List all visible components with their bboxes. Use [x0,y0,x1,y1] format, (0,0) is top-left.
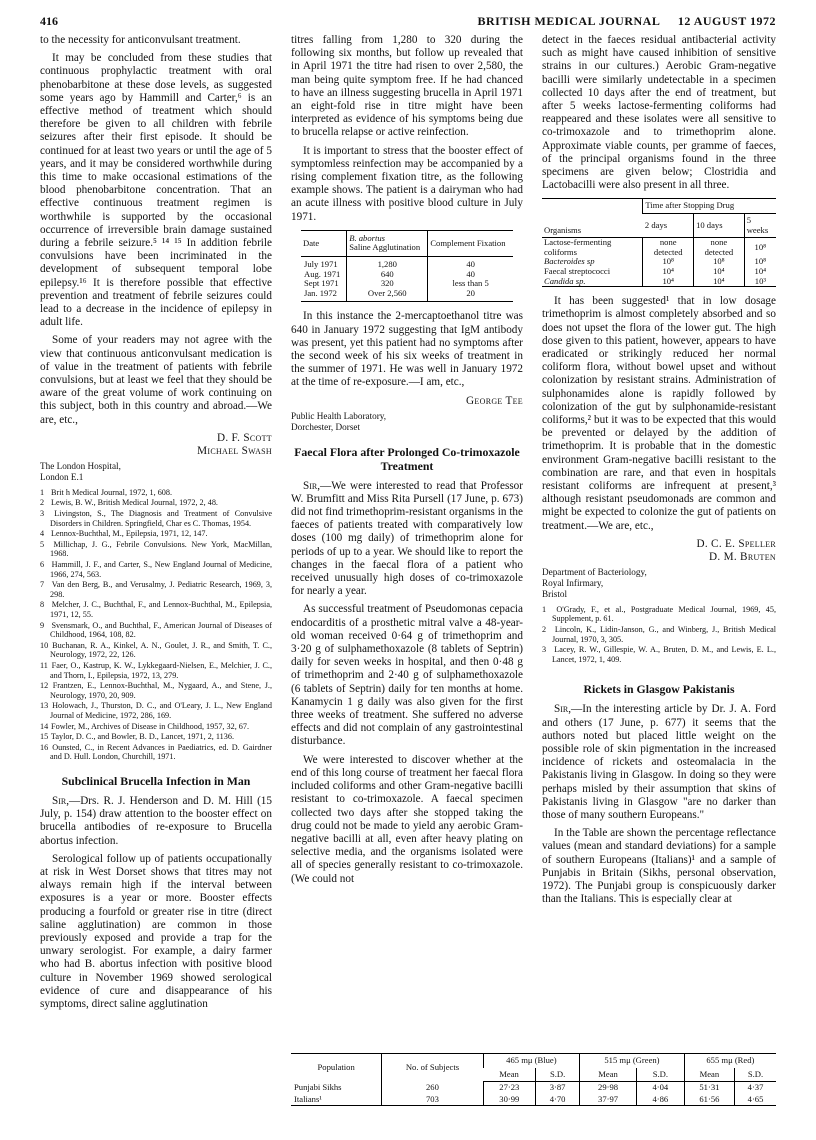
reflectance-table [291,1053,776,1106]
table-row [291,1082,776,1094]
reference-number: 14 [40,721,49,731]
faecal-flora-table [542,198,776,287]
reference-number: 9 [40,620,45,630]
col-header: No. of Subjects [382,1054,483,1082]
table-cell: 640 [347,270,428,280]
reference-number: 7 [40,580,45,590]
paragraph: Sir,—Drs. R. J. Henderson and D. M. Hill (15 July, p. 154) draw attention to the booster effect on brucella antibodies of re-exposure to Brucella abortus infection. [40,794,272,847]
address: The London Hospital, London E.1 [40,460,121,482]
paragraph: Sir,—We were interested to read that Professor W. Brumfitt and Miss Rita Pursell (17 June, p. 673) did not find trimethoprim-resistant organisms in the faeces of patients treated with comparatively low doses (100 mg daily) of trimethoprim alone for periods of up to a year. We should like to report the changes in the faecal flora of a patient who received unusually high doses of co-trimoxazole for nearly a year. [291,479,523,598]
col-header: 515 mμ (Green) [580,1054,685,1068]
reference-number: 16 [40,742,49,752]
col-header: 2 days [643,214,694,238]
reference-number: 1 [542,604,547,614]
reference-number: 1 [40,487,45,497]
reference-item [40,498,272,508]
reference-text: Buchanan, R. A., Kinkel, A. N., Goulet, J. R., and Smith, T. C., Neurology, 1972, 22, 126. [50,640,273,660]
reference-number: 11 [40,660,48,670]
reference-text: Van den Berg, B., and Verusalmy, J. Pediatric Research, 1969, 3, 298. [50,580,272,599]
column-2 [291,34,523,891]
reference-item [542,625,776,644]
col-header: Mean [684,1068,734,1082]
table-cell: 4·70 [536,1094,580,1106]
paragraph: We were interested to discover whether at the end of this long course of treatment her faecal flora included coliforms and other Gram-negative bacilli resistant to co-trimoxazole. A faecal specimen collected two days after she stopped taking the drug could not be made to yield any aerobic Gram-negative bacilli at all, even after heavy plating on selective media, and the organisms isolated were all of species generally resistant to co-trimoxazole. (We could not [291,753,523,885]
reference-number: 2 [40,498,45,508]
table-cell: 320 [347,279,428,289]
table-cell: 1,280 [347,257,428,270]
signature: George Tee [466,394,523,407]
table-cell: 40 [428,270,513,280]
reference-text: Svensmark, O., and Buchthal, F., American Journal of Diseases of Childhood, 1964, 108, 82. [50,620,273,640]
reference-number: 3 [542,645,547,655]
table-cell: Sept 1971 [304,278,339,289]
reference-text: Taylor, D. C., and Bowler, B. D., Lancet, 1971, 2, 1136. [50,732,235,742]
column-1 [40,34,272,1016]
col-header: 655 mμ (Red) [684,1054,776,1068]
table-cell: 10⁸ [744,257,776,267]
col-header: Mean [580,1068,637,1082]
reference-item [40,722,272,732]
table-cell: Over 2,560 [347,289,428,302]
reference-number: 2 [542,625,547,635]
paragraph: As successful treatment of Pseudomonas cepacia endocarditis of a prosthetic mitral valve a 48-year-old woman received 0·64 g of trimethoprim and 3·20 g of sulphamethoxazole (8 tablets of Septrin) daily for seven weeks in hospital, and then 0·48 g of trimethoprim and 2·40 g of sulphamethoxazole (6 tablets of Septrin) daily for ten months at home. Kanamycin 1 g daily was also given for the first three weeks of treatment. She suffered no adverse effects and did not complain of any gastrointestinal disturbance. [291,603,523,748]
col-header: 465 mμ (Blue) [483,1054,580,1068]
reference-number: 15 [40,732,49,742]
table-cell: Aug. 1971 [304,268,341,279]
reference-text: Lacey, R. W., Gillespie, W. A., Bruten, D. M., and Lewis, E. L., Lancet, 1972, 1, 409. [552,645,776,664]
reference-text: Frantzen, E., Lennox-Buchthal, M., Nygaard, A., and Stene, J., Neurology, 1970, 20, 909. [50,681,273,700]
table-cell: 4·37 [735,1082,776,1094]
reference-item [40,509,272,528]
reference-item [40,732,272,742]
reference-item [40,681,272,700]
table-cell: 20 [428,289,513,302]
reference-item [40,641,272,660]
table-cell: 10³ [744,277,776,287]
table-cell: Italians¹ [294,1093,322,1104]
reference-text: Lennox-Buchthal, M., Epilepsia, 1971, 12, 147. [51,529,208,539]
table-cell: none detected [694,238,745,258]
reference-item [40,621,272,640]
reference-text: Hammill, J. F., and Carter, S., New England Journal of Medicine, 1966, 274, 563. [50,560,273,579]
paragraph: Some of your readers may not agree with the view that continuous anticonvulsant medication is of value in the treatment of patients with febrile convulsions, but at least we feel that they should be aware of the great volume of work continuing on this subject, both in this country and abroad.—We are, etc., [40,334,272,426]
table-cell: Candida sp. [544,275,586,286]
signature: D. C. E. Speller [696,537,776,550]
reference-item [40,488,272,498]
reference-number: 5 [40,539,45,549]
signature: D. M. Bruten [709,550,776,563]
brucella-titre-table [301,230,513,303]
reference-item [40,529,272,539]
table-cell: 10⁴ [643,267,694,277]
table-cell: 4·86 [636,1094,684,1106]
table-row [301,257,513,270]
column-3 [542,34,776,911]
col-header: B. abortus Saline Agglutination [347,230,428,256]
reference-text: Lewis, B. W., British Medical Journal, 1972, 2, 48. [51,498,218,508]
table-cell: none detected [643,238,694,258]
paragraph: titres falling from 1,280 to 320 during the following six months, but follow up revealed that in April 1971 the titre had risen to over 2,580, the man being quite symptom free. If he had chanced to have an illness suggesting brucella in April 1971 an eight-fold rise in titre might have been interpreted as evidence of his symptoms being due to brucella relapse or active reinfection. [291,34,523,139]
reference-item [40,540,272,559]
reference-number: 10 [40,640,49,650]
col-header: Date [301,230,347,256]
table-cell: 40 [428,257,513,270]
paragraph: detect in the faeces residual antibacterial activity such as might have caused inhibition of sensitive strains in our cultures.) Aerobic Gram-negative bacilli were similarly undetectable in a specimen collected 10 days after the end of treatment, but after 5 weeks lactose-fermenting coliforms had reappeared and these isolates were all sensitive to co-trimoxazole and to trimethoprim alone. Approximate viable counts, per gramme of faeces, of the principal organisms found in the three specimens are given below; Clostridia and Lactobacilli were also present in all three. [542,34,776,192]
address: Department of Bacteriology, Royal Infirmary, Bristol [542,566,647,599]
reference-item [542,605,776,624]
table-cell: 10⁸ [744,238,776,258]
paragraph: Sir,—In the interesting article by Dr. J. A. Ford and others (17 June, p. 677) it seems that the authors noted but placed little weight on the possible role of skin pigmentation in the increased incidence of rickets and osteomalacia in the Pakistanis living in Glasgow. In doing so they were perhaps misled by their assumption that skins of Pakistanis living in Glasgow "are no darker than those of many southern Europeans." [542,703,776,822]
col-header: Complement Fixation [428,230,513,256]
paragraph: Serological follow up of patients occupationally at risk in West Dorset shows that titres may not always remain high if the interval between exposures is a year or more. Booster effects producing a fourfold or greater rise in titre (direct saline agglutination) are common in those previously exposed and provide a trap for the unwary serologist. For example, a dairy farmer who had B. abortus infection with positive blood culture in November 1969 showed serological evidence of cure and disappearance of his symptoms, direct saline agglutination [40,852,272,1010]
table-cell: Lactose-fermenting coliforms [544,237,612,257]
reference-text: Fowler, M., Archives of Disease in Childhood, 1957, 32, 67. [51,721,250,731]
table-cell: less than 5 [428,279,513,289]
table-cell: Bacteroides sp [544,256,595,267]
col-header: S.D. [536,1068,580,1082]
reference-item [40,701,272,720]
col-header: S.D. [735,1068,776,1082]
reference-text: Melcher, J. C., Buchthal, F., and Lennox-Buchthal, M., Epilepsia, 1971, 12, 55. [50,600,273,620]
reference-item [40,743,272,762]
col-header: Mean [483,1068,535,1082]
table-cell: 10⁴ [744,267,776,277]
table-cell: Punjabi Sikhs [294,1081,342,1092]
col-header: Population [317,1062,355,1073]
table-row [301,289,513,302]
reference-number: 6 [40,560,45,570]
reference-text: Millichap, J. G., Febrile Convulsions. New York, MacMillan, 1968. [50,539,272,559]
letter-title: Rickets in Glasgow Pakistanis [583,682,735,697]
reference-text: Ounsted, C., in Recent Advances in Paediatrics, ed. D. Gairdner and D. Hull. London, Churchill, 1971. [50,742,272,762]
reference-text: Faer, O., Kastrup, K. W., Lykkegaard-Nielsen, E., Melchier, J. C., and Thorn, I., Epilepsia, 1972, 13, 279. [50,660,272,680]
reference-item [40,560,272,579]
col-header: Organisms [542,199,643,238]
reference-text: Livingston, S., The Diagnosis and Treatment of Convulsive Disorders in Children. Springfield, Char es C. Thomas, 1954. [50,509,272,528]
reference-number: 8 [40,600,45,610]
reference-text: Holowach, J., Thurston, D. C., and O'Leary, J. L., New England Journal of Medicine, 1972, 286, 169. [50,701,272,720]
reference-number: 4 [40,529,45,539]
reference-item [40,661,272,680]
table-cell: 30·99 [483,1094,535,1106]
reference-number: 12 [40,681,49,691]
table-cell: 3·87 [536,1082,580,1094]
letter-title: Faecal Flora after Prolonged Co-trimoxazole Treatment [294,444,520,473]
table-row [291,1094,776,1106]
running-head: BRITISH MEDICAL JOURNAL 12 AUGUST 1972 [477,14,776,28]
col-header: S.D. [636,1068,684,1082]
reference-text: O'Grady, F., et al., Postgraduate Medical Journal, 1969, 45, Supplement, p. 61. [552,604,776,624]
paragraph: It may be concluded from these studies that continuous prophylactic treatment with oral phenobarbitone at these dose levels, as suggested some years ago by Hammill and Carter,⁶ is an effective method of treatment which should therefore be given to all children with febrile seizures after their first episode. It should be continued for at least two years or until the age of 5 years, and it may be considered worthwhile during this time to make occasional estimations of the blood phenobarbitone concentration. That an effective continuous treatment regimen is worthwhile is supported by the occasional occurrence of irreversible brain damage sustained during a febrile seizure.⁵ ¹⁴ ¹⁵ In addition febrile convulsions have been incriminated in the development of subsequent temporal lobe epilepsy.¹⁶ It is therefore possible that effective prevention and treatment of febrile seizures could lead to a decrease in the incidence of epilepsy in adult life. [40,52,272,329]
page-header [40,14,776,32]
table-cell: 61·56 [684,1094,734,1106]
reference-item [40,580,272,599]
reference-text: Lincoln, K., Lidin-Janson, G., and Winberg, J., British Medical Journal, 1970, 3, 305. [552,625,776,644]
col-header: Time after Stopping Drug [643,199,776,214]
table-cell: 37·97 [580,1094,637,1106]
table-cell: 29·98 [580,1082,637,1094]
reference-list [40,488,272,762]
paragraph: In the Table are shown the percentage reflectance values (mean and standard deviations) for a sample of southern Europeans (Italians)¹ and a sample of Punjabis in Britain (Sikhs, personal observation, 1972). The Punjabi group is conspicuously darker than the Italians. This is especially clear at [542,827,776,906]
table-cell: July 1971 [304,259,338,270]
table-cell: 703 [382,1094,483,1106]
paragraph: It is important to stress that the booster effect of symptomless reinfection may be accompanied by a rising complement fixation titre, as the following example shows. The patient is a dairyman who had an acute illness with positive blood culture in July 1971. [291,144,523,223]
paragraph: to the necessity for anticonvulsant treatment. [40,34,241,46]
table-row [542,277,776,287]
table-cell: Faecal streptococci [544,266,611,276]
table-cell: 4·65 [735,1094,776,1106]
table-cell: 51·31 [684,1082,734,1094]
table-cell: 10⁴ [643,277,694,287]
reference-item [542,645,776,664]
table-cell: 260 [382,1082,483,1094]
page-number: 416 [40,14,58,28]
table-cell: Jan. 1972 [304,287,337,298]
reference-list [542,605,776,665]
col-header: 10 days [694,214,745,238]
col-header: 5 weeks [744,214,776,238]
reference-number: 13 [40,701,49,711]
reference-number: 3 [40,509,45,519]
reference-text: Brit h Medical Journal, 1972, 1, 608. [51,487,173,497]
table-cell: 10⁴ [694,267,745,277]
address: Public Health Laboratory, Dorchester, Dorset [291,410,387,432]
table-row [542,238,776,258]
table-cell: 10⁸ [694,257,745,267]
table-cell: 10⁸ [643,257,694,267]
table-cell: 10⁴ [694,277,745,287]
signature: D. F. Scott [216,431,272,444]
table-cell: 27·23 [483,1082,535,1094]
letter-title: Subclinical Brucella Infection in Man [61,773,251,788]
paragraph: In this instance the 2-mercaptoethanol titre was 640 in January 1972 suggesting that IgM antibody was present, yet this patient had no symptoms after the second week of his six weeks of treatment in the summer of 1971. He was well in January 1972 at the time of re-exposure.—I am, etc., [291,310,523,389]
table-cell: 4·04 [636,1082,684,1094]
reference-item [40,600,272,619]
paragraph: It has been suggested¹ that in low dosage trimethoprim is almost completely absorbed and so does not upset the flora of the lower gut. The high dose given to this patient, however, appears to have eradicated or strikingly reduced her normal coliform flora, without bowel upset and without colonization by resistant strains. Administration of sulphonamides alone is rapidly followed by colonization of the gut by sulphonamide-resistant coliforms,² but it was to be expected that this would be prevented or delayed by the addition of trimethoprim. It is probable that in the domestic environment Gram-negative bacilli resistant to the combination are rare, and that even in hospitals resistant coliforms are infrequent at present,³ although resistant pseudomonads are common and might be expected to colonize the gut of patients on treatment.—We are, etc., [542,295,776,532]
signature: Michael Swash [197,444,272,457]
